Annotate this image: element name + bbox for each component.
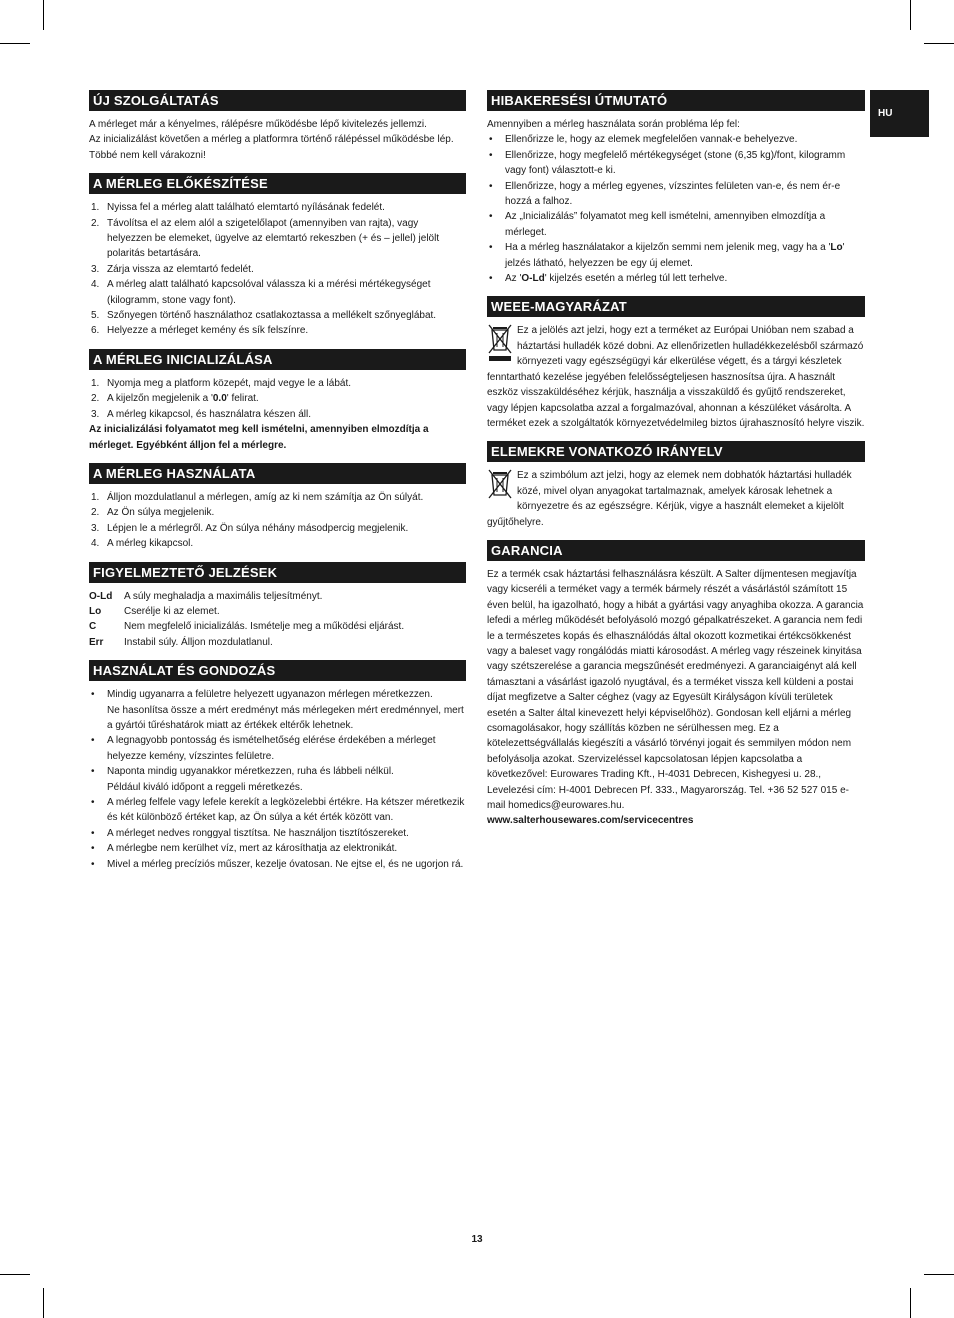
section-title: HIBAKERESÉSI ÚTMUTATÓ xyxy=(487,90,865,111)
section-elemek xyxy=(487,441,865,530)
list-item: 4. A mérleg kikapcsol. xyxy=(91,538,194,550)
crossed-bin-icon xyxy=(487,323,513,363)
list-item: 1. Nyissa fel a mérleg alatt található elemtartó nyílásának fedelét. xyxy=(91,202,385,214)
language-tab-label: HU xyxy=(878,108,893,119)
list-item: • Ha a mérleg használatakor a kijelzőn semmi nem jelenik meg, vagy ha a 'Lo' jelzés látható, helyezzen be egy új elemet. xyxy=(487,240,865,271)
crop-mark xyxy=(924,1274,954,1275)
list-item: • A mérlegbe nem kerülhet víz, mert az károsíthatja az elektronikát. xyxy=(89,841,466,856)
battery-text: Ez a szimbólum azt jelzi, hogy az elemek nem dobhatók háztartási hulladék közé, mivel olyan anyagokat tartalmaznak, amelyek károsak lehetnek a környezetre és az egészségre. Kérjük, vigye a használt elemeket a kijelölt gyűjtőhelyre. xyxy=(487,470,852,528)
section-title: FIGYELMEZTETŐ JELZÉSEK xyxy=(89,562,466,583)
section-title: A MÉRLEG HASZNÁLATA xyxy=(89,463,466,484)
weee-text: Ez a jelölés azt jelzi, hogy ezt a terméket az Európai Unióban nem szabad a háztartási hulladék közé dobni. Az ellenőrizetlen hulladékkezelésből származó környezeti vagy egészségügyi kár elkerülése végett, és a tárgyi készletek fenntartható kezelése jegyében felelősségteljesen hasznosítsa újra. A használt eszköz visszaküldéséhez kérjük, használja a visszaküldő és gyűjtő rendszereket, vagy lépjen kapcsolatba azzal a forgalmazóval, ahonnan a készüléket vásárolta. A terméket ezek a szolgáltatók környezetvédelmileg biztos újrahasznosító helyre viszik. xyxy=(487,325,865,429)
list-item: 1. Álljon mozdulatlanul a mérlegen, amíg az ki nem számítja az Ön súlyát. xyxy=(91,491,424,503)
list-item: • Ellenőrizze, hogy a mérleg egyenes, vízszintes felületen van-e, és nem ér-e hozzá a falhoz. xyxy=(487,179,865,210)
list-item: 3. Lépjen le a mérlegről. Az Ön súlya néhány másodpercig megjelenik. xyxy=(91,522,409,534)
list-item: • Ellenőrizze, hogy megfelelő mértékegységet (stone (6,35 kg)/font, kilogramm vagy font) választott-e ki. xyxy=(487,148,865,179)
paragraph-line: Az inicializálást követően a mérleg a platformra történő rálépéssel működésbe lép. xyxy=(89,134,454,146)
list-item: 3. A mérleg kikapcsol, és használatra készen áll. xyxy=(91,408,311,420)
list-item: 2. Távolítsa el az elem alól a szigetelőlapot (amennyiben van rajta), vagy helyezzen be elemeket, ügyelve az elemtartó rekeszben (+ és – jellel) jelölt polaritás betartására. xyxy=(91,217,440,260)
right-column xyxy=(487,90,865,839)
warning-row: C Nem megfelelő inicializálás. Ismételje meg a működési eljárást. xyxy=(89,621,405,633)
section-title: A MÉRLEG INICIALIZÁLÁSA xyxy=(89,349,466,370)
list-item: • Az „Inicializálás” folyamatot meg kell ismételni, amennyiben elmozdítja a mérleget. xyxy=(487,209,865,240)
list-item: • A mérleg felfele vagy lefele kerekít a legközelebbi értékre. Ha kétszer méretkezik és két különböző értéket kap, az Ön súlya a két érték között van. xyxy=(89,795,466,826)
crop-mark xyxy=(924,43,954,44)
crossed-bin-icon xyxy=(487,468,513,502)
paragraph-line: Többé nem kell várakozni! xyxy=(89,149,206,161)
section-weee xyxy=(487,296,865,431)
section-gondozas xyxy=(89,660,466,872)
section-title: A MÉRLEG ELŐKÉSZÍTÉSE xyxy=(89,173,466,194)
section-inicializalas xyxy=(89,349,466,453)
section-garancia xyxy=(487,540,865,829)
section-title: HASZNÁLAT ÉS GONDOZÁS xyxy=(89,660,466,681)
intro-text: Amennyiben a mérleg használata során probléma lép fel: xyxy=(487,119,740,130)
init-note: Az inicializálási folyamatot meg kell ismételni, amennyiben elmozdítja a mérleget. Egyébként álljon fel a mérlegre. xyxy=(89,424,429,451)
section-title: WEEE-MAGYARÁZAT xyxy=(487,296,865,317)
crop-mark xyxy=(43,0,44,30)
section-uj-szolgaltatas xyxy=(89,90,466,163)
crop-mark xyxy=(0,43,30,44)
section-hibakereses xyxy=(487,90,865,286)
list-item: 1. Nyomja meg a platform közepét, majd vegye le a lábát. xyxy=(91,377,352,389)
list-item: • Mindig ugyanarra a felületre helyezett ugyanazon mérlegen méretkezzen. Ne hasonlítsa össze a mért eredményt más mérlegeken mért eredménnyel, mert a gyártói tűréshatárok miatt az értékek eltérők lehetnek. xyxy=(89,687,466,733)
warning-row: Lo Cserélje ki az elemet. xyxy=(89,605,220,617)
list-item: • Mivel a mérleg precíziós műszer, kezelje óvatosan. Ne ejtse el, és ne ugorjon rá. xyxy=(89,857,466,872)
list-item: 2. Az Ön súlya megjelenik. xyxy=(91,507,215,519)
section-title: GARANCIA xyxy=(487,540,865,561)
crop-mark xyxy=(0,1274,30,1275)
list-item: 4. A mérleg alatt található kapcsolóval válassza ki a mérési mértékegységet (kilogramm, stone vagy font). xyxy=(91,279,431,306)
section-elokeszites xyxy=(89,173,466,339)
service-link[interactable]: www.salterhousewares.com/servicecentres xyxy=(487,815,694,827)
section-figyelmezteto xyxy=(89,562,466,651)
list-item: 2. A kijelzőn megjelenik a '0.0' felirat. xyxy=(91,393,259,405)
crop-mark xyxy=(910,1288,911,1318)
section-hasznalata xyxy=(89,463,466,552)
list-item: • Naponta mindig ugyanakkor méretkezzen, ruha és lábbeli nélkül. Például kiváló időpont a reggeli méretkezés. xyxy=(89,764,466,795)
warranty-text: Ez a termék csak háztartási felhasználásra készült. A Salter díjmentesen megjavítja vagy kicseréli a terméket vagy a termék bármely részét a vásárlástól számított 15 éven belül, ha igazolható, hogy a hibát a gyártási vagy anyaghiba okozza. A garancia lefedi a mérleg működését befolyásoló mozgó gépalkatrészeket. A garancia nem fedi le a természetes kopás és elhasználódás által okozott kozmetikai értékcsökkenést vagy a baleset vagy rongálódás miatti károsodást. A mérleg vagy részeinek kinyitása vagy szétszerelése a garancia megszűnését eredményezi. A garanciaigényt alá kell támasztani a vásárlást igazoló nyugtával, és a terméket vissza kell küldeni a postai díjat megfizetve a Salter céghez (vagy az Egyesült Királyságon kívüli területek esetén a Salter által kinevezett helyi képviselőhöz). Gondosan kell eljárni a mérleg csomagolásakor, hogy szállítás közben ne sérülhessen meg. Ez a kötelezettségvállalás kiegészíti a vásárló törvényi jogait és semmilyen módon nem befolyásolja azokat. Szervizeléssel kapcsolatosan lépjen kapcsolatba a következővel: Eurowares Trading Kft., H-4031 Debrecen, Kishegyesi u. 28., Levelezési cím: H-4001 Debrecen Pf. 333., Magyarország. Tel. +36 52 527 015 e-mail homedics@eurowares.hu. xyxy=(487,568,864,812)
language-tab xyxy=(870,90,929,137)
crop-mark xyxy=(43,1288,44,1318)
section-title: ELEMEKRE VONATKOZÓ IRÁNYELV xyxy=(487,441,865,462)
list-item: • A legnagyobb pontosság és ismételhetőség elérése érdekében a mérleget helyezze kemény, vízszintes felületre. xyxy=(89,733,466,764)
list-item: • Ellenőrizze le, hogy az elemek megfelelően vannak-e behelyezve. xyxy=(487,132,865,147)
crop-mark xyxy=(910,0,911,30)
list-item: 3. Zárja vissza az elemtartó fedelét. xyxy=(91,263,254,275)
page-number: 13 xyxy=(471,1234,483,1245)
list-item: • Az 'O-Ld' kijelzés esetén a mérleg túl lett terhelve. xyxy=(487,271,865,286)
list-item: 5. Szőnyegen történő használathoz csatlakoztassa a mellékelt szőnyeglábat. xyxy=(91,310,437,322)
paragraph-line: A mérleget már a kényelmes, rálépésre működésbe lépő kivitelezés jellemzi. xyxy=(89,119,427,130)
warning-row: Err Instabil súly. Álljon mozdulatlanul. xyxy=(89,636,273,648)
list-item: • A mérleget nedves ronggyal tisztítsa. Ne használjon tisztítószereket. xyxy=(89,826,466,841)
left-column xyxy=(89,90,466,882)
list-item: 6. Helyezze a mérleget kemény és sík felszínre. xyxy=(91,325,309,337)
section-title: ÚJ SZOLGÁLTATÁS xyxy=(89,90,466,111)
warning-row: O-Ld A súly meghaladja a maximális teljesítményt. xyxy=(89,590,323,602)
